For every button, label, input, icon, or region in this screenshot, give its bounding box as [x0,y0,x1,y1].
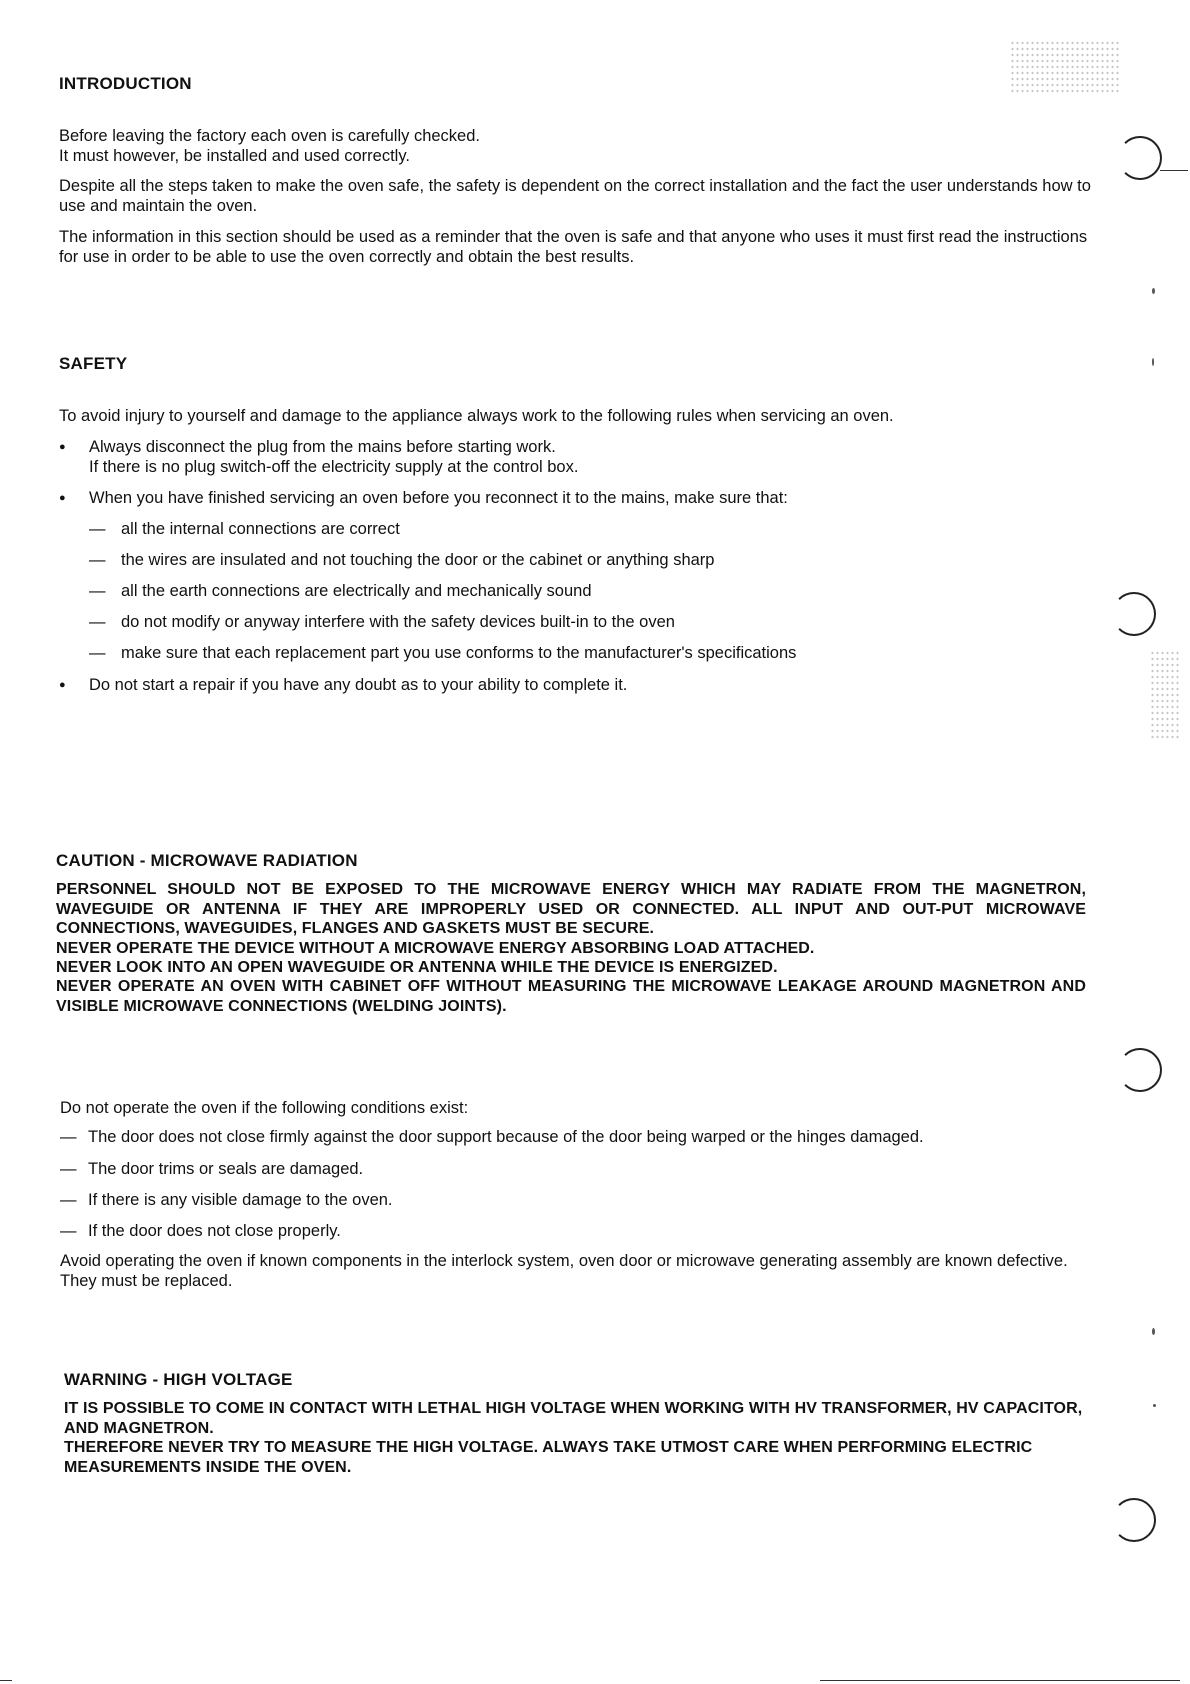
caution-text-4: NEVER OPERATE AN OVEN WITH CABINET OFF WITHOUT MEASURING THE MICROWAVE LEAKAGE AROUND MAGNETRON AND VISIBLE MICROWAVE CONNECTIONS (WELDING JOINTS). [56,978,1086,1015]
dash-symbol: — [89,613,106,631]
introduction-paragraph-1: Before leaving the factory each oven is carefully checked. It must however, be installed and used correctly. [59,127,480,165]
warning-text-1: IT IS POSSIBLE TO COME IN CONTACT WITH LETHAL HIGH VOLTAGE WHEN WORKING WITH HV TRANSFORMER, HV CAPACITOR, AND MAGNETRON. [64,1400,1083,1437]
caution-text-1: PERSONNEL SHOULD NOT BE EXPOSED TO THE MICROWAVE ENERGY WHICH MAY RADIATE FROM THE MAGNETRON, WAVEGUIDE OR ANTENNA IF THEY ARE IMPROPERLY USED OR CONNECTED. ALL INPUT AND OUT-PUT MICROWAVE CONNECTIONS, WAVEGUIDES, FLANGES AND GASKETS MUST BE SECURE. [56,881,1086,937]
safety-check-text: do not modify or anyway interfere with the safety devices built-in to the oven [121,613,675,631]
scan-noise-right [1150,650,1180,740]
safety-bullet-3 [59,675,1059,695]
dash-symbol: — [89,551,106,569]
warning-heading: WARNING - HIGH VOLTAGE [64,1370,293,1389]
dash-symbol: — [60,1222,77,1240]
safety-bullet-1 [59,437,1059,477]
punch-hole-mark [1112,592,1156,636]
dash-symbol: — [60,1128,77,1146]
condition-text: If there is any visible damage to the oven. [88,1191,393,1209]
safety-bullet-3-text: Do not start a repair if you have any doubt as to your ability to complete it. [89,676,628,694]
caution-text-3: NEVER LOOK INTO AN OPEN WAVEGUIDE OR ANTENNA WHILE THE DEVICE IS ENERGIZED. [56,959,778,976]
bullet-symbol: ● [59,441,66,453]
scan-speck [1153,1404,1156,1407]
conditions-closing: Avoid operating the oven if known components in the interlock system, oven door or microwave generating assembly are known defective. They must be replaced. [60,1252,1068,1290]
safety-check-text: the wires are insulated and not touching the door or the cabinet or anything sharp [121,551,715,569]
punch-hole-mark [1118,1048,1162,1092]
safety-bullet-1-line-2: If there is no plug switch-off the electricity supply at the control box. [89,458,579,476]
conditions-intro: Do not operate the oven if the following conditions exist: [60,1099,469,1117]
dash-symbol: — [89,582,106,600]
safety-heading: SAFETY [59,354,128,373]
condition-text: If the door does not close properly. [88,1222,341,1240]
warning-text-2: THEREFORE NEVER TRY TO MEASURE THE HIGH VOLTAGE. ALWAYS TAKE UTMOST CARE WHEN PERFORMING ELECTRIC MEASUREMENTS INSIDE THE OVEN. [64,1439,1033,1476]
scan-speck [1152,288,1155,294]
safety-check-item [89,550,1089,570]
safety-check-item [89,643,1089,663]
safety-intro: To avoid injury to yourself and damage to the appliance always work to the following rules when servicing an oven. [59,407,894,425]
bottom-edge-line [820,1680,1180,1681]
condition-text: The door does not close firmly against the door support because of the door being warped or the hinges damaged. [88,1128,924,1146]
safety-check-text: make sure that each replacement part you use conforms to the manufacturer's specifications [121,644,797,662]
condition-item [60,1221,1060,1241]
safety-check-text: all the earth connections are electrically and mechanically sound [121,582,592,600]
safety-check-item [89,581,1089,601]
introduction-paragraph-3: The information in this section should be used as a reminder that the oven is safe and that anyone who uses it must first read the instructions for use in order to be able to use the oven correctly and obtain the best results. [59,228,1088,266]
condition-item [60,1190,1060,1210]
punch-hole-mark [1112,1498,1156,1542]
safety-check-item [89,612,1089,632]
condition-text: The door trims or seals are damaged. [88,1160,364,1178]
safety-check-item [89,519,1089,539]
safety-bullet-2 [59,488,1059,508]
condition-item [60,1127,1160,1147]
punch-hole-line [1160,170,1188,171]
condition-item [60,1159,1060,1179]
dash-symbol: — [89,644,106,662]
introduction-paragraph-2: Despite all the steps taken to make the oven safe, the safety is dependent on the correct installation and the fact the user understands how to use and maintain the oven. [59,177,1091,215]
caution-text-2: NEVER OPERATE THE DEVICE WITHOUT A MICROWAVE ENERGY ABSORBING LOAD ATTACHED. [56,940,815,957]
caution-heading: CAUTION - MICROWAVE RADIATION [56,851,358,870]
dash-symbol: — [89,520,106,538]
punch-hole-mark [1118,136,1162,180]
bullet-symbol: ● [59,492,66,504]
bullet-symbol: ● [59,679,66,691]
scan-noise-top-right [1010,40,1120,95]
dash-symbol: — [60,1191,77,1209]
scan-speck [1152,1328,1155,1335]
introduction-heading: INTRODUCTION [59,74,192,93]
scan-speck [1152,358,1154,366]
safety-bullet-1-line-1: Always disconnect the plug from the mains before starting work. [89,438,556,456]
safety-check-text: all the internal connections are correct [121,520,400,538]
bottom-left-mark [0,1680,12,1681]
safety-bullet-2-text: When you have finished servicing an oven before you reconnect it to the mains, make sure that: [89,489,788,507]
dash-symbol: — [60,1160,77,1178]
